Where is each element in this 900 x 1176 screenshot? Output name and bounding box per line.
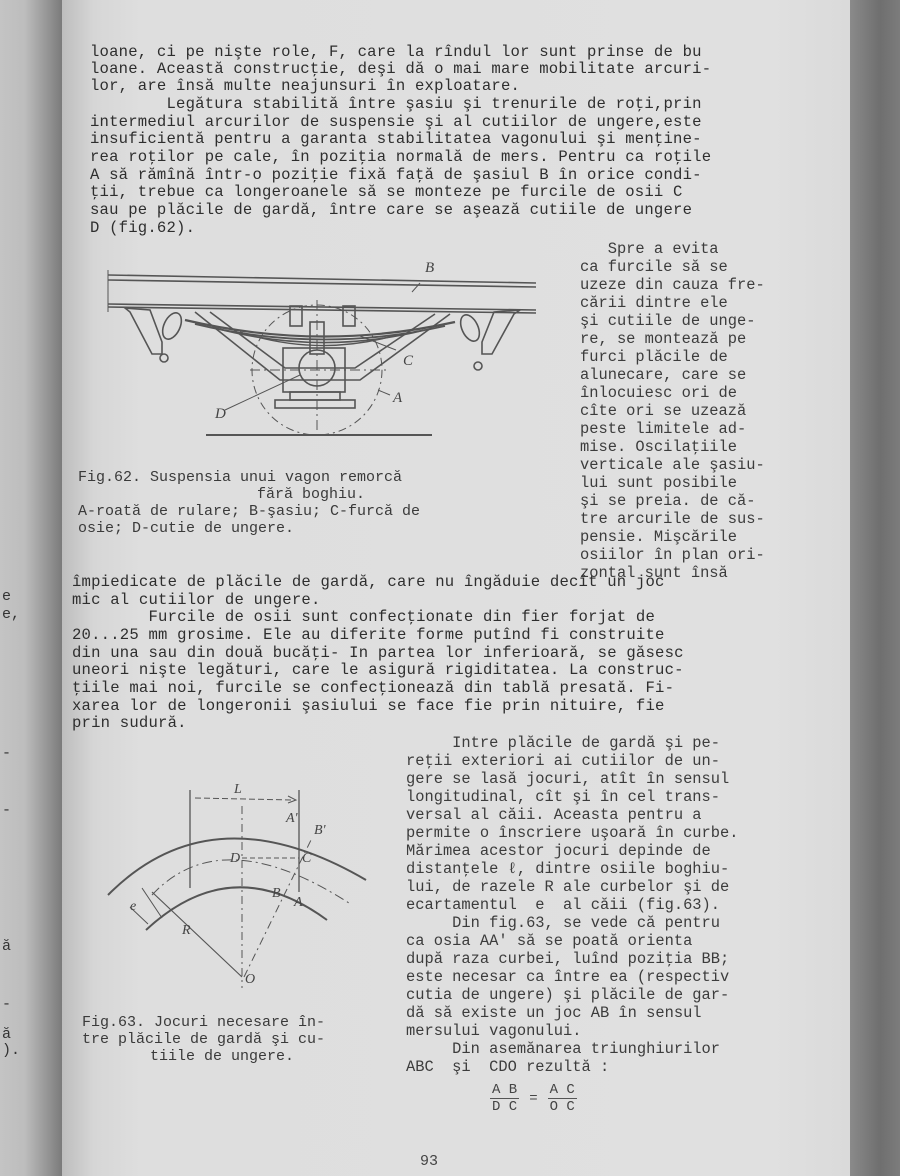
text-line: după raza curbei, luînd poziţia BB; <box>406 950 730 968</box>
text-line: şi cutiile de unge- <box>580 312 756 330</box>
fig63-label-a: A <box>294 895 303 910</box>
text-line: Spre a evita <box>580 240 719 258</box>
page-number: 93 <box>420 1153 439 1170</box>
equals-sign: = <box>529 1090 538 1107</box>
text-line: lui sunt posibile <box>580 474 738 492</box>
text-line: Legătura stabilită între şasiu şi trenurile de roţi,prin <box>90 95 702 113</box>
fraction-right <box>548 1082 577 1115</box>
prev-page-fragment: e, <box>2 606 21 623</box>
fig63-label-d: D <box>230 851 241 866</box>
text-line: uneori nişte legături, care le asigură rigiditatea. La construc- <box>72 661 684 679</box>
text-line: distanţele ℓ, dintre osiile boghiu- <box>406 860 730 878</box>
prev-page-fragment: e <box>2 588 12 605</box>
figure-62-suspension-drawing <box>100 250 540 440</box>
fig63-label-b-prime: B' <box>314 823 326 838</box>
denominator: D C <box>492 1099 518 1115</box>
text-line: este necesar ca între ea (respectiv <box>406 968 730 986</box>
fraction-left <box>490 1082 519 1115</box>
text-line: loane, ci pe nişte role, F, care la rîndul lor sunt prinse de bu <box>90 43 702 61</box>
text-line: prin sudură. <box>72 714 187 732</box>
fig63-label-e: e <box>130 899 137 914</box>
caption-title: Fig.62. Suspensia unui vagon remorcă <box>78 469 403 486</box>
text-line: intermediul arcurilor de suspensie şi al cutiilor de ungere,este <box>90 113 702 131</box>
text-line: reţii exteriori ai cutiilor de un- <box>406 752 721 770</box>
caption-line: Fig.63. Jocuri necesare în- <box>82 1014 326 1031</box>
fig63-label-c: C <box>302 851 312 866</box>
text-line: Furcile de osii sunt confecţionate din fier forjat de <box>72 608 656 626</box>
text-line: uzeze din cauza fre- <box>580 276 765 294</box>
text-line: ecartamentul e al căii (fig.63). <box>406 896 721 914</box>
left-gutter <box>0 0 62 1176</box>
text-line: şi se preia. de că- <box>580 492 756 510</box>
fig63-label-b: B <box>272 886 281 901</box>
text-line: gere se lasă jocuri, atît în sensul <box>406 770 730 788</box>
text-line: permite o înscriere uşoară în curbe. <box>406 824 739 842</box>
text-line: ABC şi CDO rezultă : <box>406 1058 610 1076</box>
prev-page-fragment: ă <box>2 938 12 955</box>
prev-page-fragment: - <box>2 802 12 819</box>
text-line: ţii, trebue ca longeroanele să se monteze pe furcile de osii C <box>90 183 683 201</box>
text-line: D (fig.62). <box>90 219 196 237</box>
prev-page-fragment: ). <box>2 1042 21 1059</box>
caption-title-2: fără boghiu. <box>257 486 366 503</box>
denominator: O C <box>549 1099 575 1115</box>
right-gutter <box>850 0 900 1176</box>
text-line: cîte ori se uzează <box>580 402 747 420</box>
text-line: verticale ale şasiu- <box>580 456 765 474</box>
text-line: cutia de ungere) şi plăcile de gar- <box>406 986 730 1004</box>
text-line: longitudinal, cît şi în cel trans- <box>406 788 721 806</box>
text-line: loane. Această construcţie, deşi dă o mai mare mobilitate arcuri- <box>90 60 712 78</box>
text-line: ca furcile să se <box>580 258 728 276</box>
text-line: tre arcurile de sus- <box>580 510 765 528</box>
text-line: alunecare, care se <box>580 366 747 384</box>
caption-legend: osie; D-cutie de ungere. <box>78 520 295 537</box>
fig63-label-r: R <box>182 923 191 938</box>
text-line: pensie. Mişcările <box>580 528 738 546</box>
text-line: ţiile mai noi, furcile se confecţionează din tablă presată. Fi- <box>72 679 675 697</box>
text-line: dă să existe un joc AB în sensul <box>406 1004 702 1022</box>
text-line: mersului vagonului. <box>406 1022 582 1040</box>
text-line: 20...25 mm grosime. Ele au diferite forme putînd fi construite <box>72 626 665 644</box>
text-line: sau pe plăcile de gardă, între care se aşează cutiile de ungere <box>90 201 693 219</box>
book-page <box>62 0 850 1176</box>
fig62-label-d: D <box>215 406 226 422</box>
text-line: versal al căii. Aceasta pentru a <box>406 806 702 824</box>
text-line: rea roţilor pe cale, în poziţia normală de mers. Pentru ca roţile <box>90 148 712 166</box>
text-line: re, se montează pe <box>580 330 747 348</box>
caption-line: tre plăcile de gardă şi cu- <box>82 1031 326 1048</box>
text-line: insuficientă pentru a garanta stabilitatea vagonului şi menţine- <box>90 130 702 148</box>
prev-page-fragment: ă <box>2 1026 12 1043</box>
text-line: furci plăcile de <box>580 348 728 366</box>
numerator: A C <box>549 1082 575 1098</box>
text-line: lui, de razele R ale curbelor şi de <box>406 878 730 896</box>
fig62-label-b: B <box>425 260 435 276</box>
text-line: A să rămînă într-o poziţie fixă faţă de şasiul B în orice condi- <box>90 166 702 184</box>
text-line: înlocuiesc ori de <box>580 384 738 402</box>
text-line: din una sau din două bucăţi- In partea lor inferioară, se găsesc <box>72 644 684 662</box>
prev-page-fragment: - <box>2 745 12 762</box>
text-line: ca osia AA' să se poată orienta <box>406 932 693 950</box>
caption-line: tiile de ungere. <box>150 1048 295 1065</box>
fig62-label-a: A <box>393 390 403 406</box>
text-line: mic al cutiilor de ungere. <box>72 591 321 609</box>
fig63-label-l: L <box>234 782 242 797</box>
text-line: cării dintre ele <box>580 294 728 312</box>
figure-63-curve-diagram <box>102 770 392 990</box>
text-line: Din asemănarea triunghiurilor <box>406 1040 721 1058</box>
fig63-label-a-prime: A' <box>286 811 298 826</box>
text-line: mise. Oscilaţiile <box>580 438 738 456</box>
prev-page-fragment: - <box>2 996 12 1013</box>
text-line: Intre plăcile de gardă şi pe- <box>406 734 721 752</box>
ratio-formula <box>490 1082 577 1115</box>
fig62-label-c: C <box>403 353 414 369</box>
numerator: A B <box>492 1082 518 1098</box>
text-line: osiilor în plan ori- <box>580 546 765 564</box>
text-line: lor, are însă multe neajunsuri în exploatare. <box>90 77 521 95</box>
text-line: zontal sunt însă <box>580 564 728 582</box>
text-line: împiedicate de plăcile de gardă, care nu îngăduie decît un joc <box>72 573 665 591</box>
text-line: Din fig.63, se vede că pentru <box>406 914 721 932</box>
text-line: Mărimea acestor jocuri depinde de <box>406 842 711 860</box>
fig63-label-o: O <box>245 972 256 987</box>
text-line: peste limitele ad- <box>580 420 747 438</box>
caption-legend: A-roată de rulare; B-şasiu; C-furcă de <box>78 503 421 520</box>
text-line: xarea lor de longeronii şasiului se face fie prin nituire, fie <box>72 697 665 715</box>
